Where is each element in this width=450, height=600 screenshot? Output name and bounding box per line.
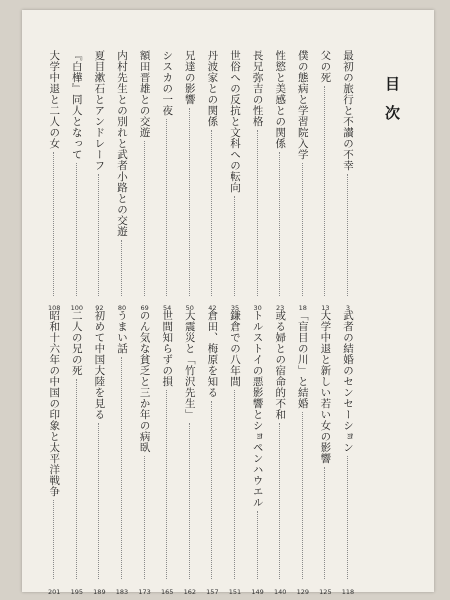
- dot-leader: [257, 130, 258, 296]
- toc-entry-title: 夏目漱石とアンドレーフ: [93, 50, 106, 171]
- toc-entry-title: 或る婦との宿命的不和: [274, 310, 287, 420]
- toc-entry-title: 丹波家との関係: [206, 50, 219, 127]
- toc-entry-page-number: 23: [276, 304, 285, 312]
- dot-leader: [302, 163, 303, 296]
- toc-entry-title: 『白樺』同人となって: [70, 50, 83, 160]
- dot-leader: [166, 119, 167, 296]
- dot-leader: [121, 240, 122, 296]
- dot-leader: [347, 456, 348, 579]
- dot-leader: [257, 511, 258, 579]
- toc-entry-title: 世俗への反抗と文科への転向: [229, 50, 241, 193]
- dot-leader: [302, 412, 303, 579]
- toc-entry-title: 内村先生との別れと武者小路との交遊: [116, 50, 128, 237]
- toc-entry-title: 額田晋雄との交遊: [138, 50, 151, 138]
- dot-leader: [234, 390, 235, 579]
- toc-entry-title: 昭和十六年の中国の印象と太平洋戦争: [48, 310, 61, 497]
- toc-entry-page-number: 165: [160, 588, 174, 596]
- toc-entry-title: 二人の兄の死: [70, 310, 83, 376]
- toc-entry-page-number: 50: [185, 304, 194, 312]
- toc-entry-page-number: 80: [117, 304, 127, 312]
- dot-leader: [211, 130, 212, 296]
- toc-entry-page-number: 125: [319, 588, 332, 596]
- dot-leader: [144, 456, 145, 579]
- toc-entry-title: 武者の結婚のセンセーション: [342, 310, 354, 453]
- toc-entry-page-number: 173: [138, 588, 151, 596]
- toc-entry-title: 最初の旅行と不讃の不幸: [342, 50, 354, 171]
- dot-leader: [53, 500, 54, 579]
- toc-entry-page-number: 3: [345, 304, 351, 312]
- toc-entry-page-number: 201: [47, 588, 61, 596]
- dot-leader: [324, 86, 325, 296]
- toc-entry-page-number: 42: [208, 304, 217, 312]
- toc-entry-page-number: 92: [95, 304, 104, 312]
- dot-leader: [279, 423, 280, 579]
- toc-entry-title: 長兄弥吉の性格: [251, 50, 264, 127]
- toc-entry-page-number: 100: [70, 304, 83, 312]
- toc-entry-page-number: 140: [273, 588, 287, 596]
- toc-entry-title: 兄達の影響: [183, 50, 196, 105]
- toc-entry-page-number: 69: [140, 304, 149, 312]
- toc-entry-title: 性慾と美感との関係: [274, 50, 287, 149]
- dot-leader: [76, 163, 77, 296]
- dot-leader: [121, 357, 122, 579]
- toc-entry-page-number: 35: [230, 304, 240, 312]
- toc-entry-page-number: 30: [253, 304, 262, 312]
- toc-entry-title: 大学中退と新しい若い女の影響: [319, 310, 332, 464]
- dot-leader: [189, 108, 190, 296]
- dot-leader: [98, 174, 99, 296]
- toc-entry-title: 初めて中国大陸を見る: [93, 310, 106, 420]
- dot-leader: [53, 152, 54, 296]
- dot-leader: [189, 423, 190, 579]
- dot-leader: [279, 152, 280, 296]
- dot-leader: [234, 196, 235, 296]
- dot-leader: [98, 423, 99, 579]
- toc-entry-page-number: 151: [228, 588, 242, 596]
- toc-title: 目次: [383, 76, 401, 134]
- toc-entry-title: のん気な貧乏と三か年の病臥: [138, 310, 151, 453]
- toc-entry-page-number: 157: [206, 588, 219, 596]
- toc-entry-title: 父の死: [319, 50, 332, 83]
- toc-entry-page-number: 54: [163, 304, 172, 312]
- toc-entry-title: うまい話: [116, 310, 128, 354]
- toc-entry-page-number: 108: [47, 304, 61, 312]
- toc-entry-page-number: 129: [296, 588, 309, 596]
- toc-entry-title: シスカの一夜: [161, 50, 174, 116]
- toc-entry-page-number: 18: [298, 304, 307, 312]
- dot-leader: [211, 401, 212, 579]
- toc-entry-page-number: 189: [93, 588, 106, 596]
- toc-entry-page-number: 183: [115, 588, 129, 596]
- toc-entry-title: 僕の態病と学習院入学: [296, 50, 309, 160]
- toc-entry-page-number: 118: [341, 588, 355, 596]
- dot-leader: [76, 379, 77, 579]
- dot-leader: [166, 390, 167, 579]
- toc-entry-title: 世間知らずの損: [161, 310, 174, 387]
- toc-entry-page-number: 13: [321, 304, 330, 312]
- dot-leader: [144, 141, 145, 296]
- dot-leader: [324, 467, 325, 579]
- toc-entry-page-number: 195: [70, 588, 83, 596]
- toc-entry-title: 大震災と「竹沢先生」: [183, 310, 196, 420]
- toc-entry-title: 鎌倉での八年間: [229, 310, 241, 387]
- toc-entry-page-number: 162: [183, 588, 196, 596]
- toc-entry-title: 倉田、梅原を知る: [206, 310, 219, 398]
- book-page: [22, 10, 434, 596]
- dot-leader: [347, 174, 348, 296]
- toc-entry-title: トルストイの悪影響とショペンハウエル: [251, 310, 264, 508]
- toc-entry-title: 「盲目の川」と結婚: [296, 310, 309, 409]
- toc-entry-title: 大学中退と二人の女: [48, 50, 61, 149]
- toc-entry-page-number: 149: [251, 588, 264, 596]
